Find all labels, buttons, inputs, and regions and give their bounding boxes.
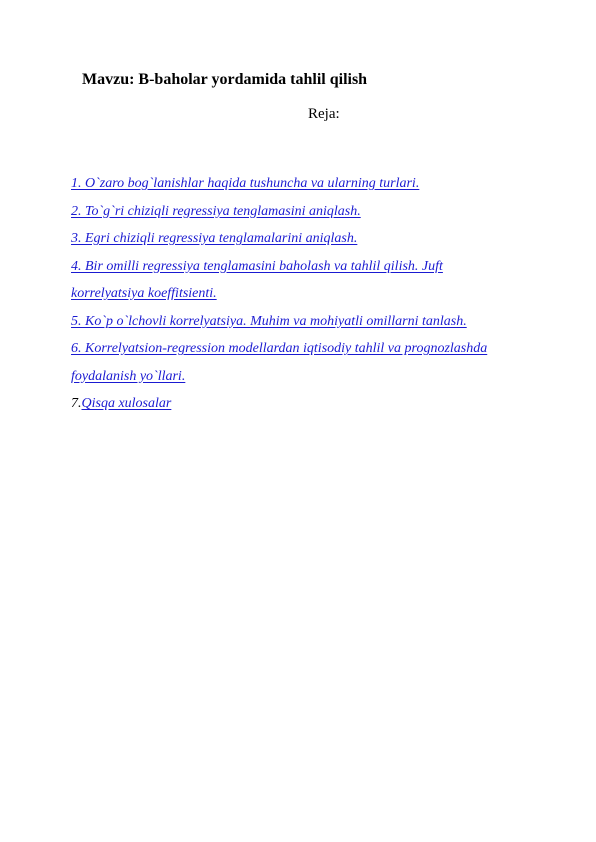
toc-item-5 [71,308,571,336]
toc-link-7[interactable]: Qisqa xulosalar [81,396,172,411]
toc-link-4-continued[interactable]: korrelyatsiya koeffitsienti. [71,286,217,301]
toc-item-4-continued [71,280,571,308]
toc-link-6[interactable]: 6. Korrelyatsion-regression modellardan iqtisodiy tahlil va prognozlashda [71,341,488,356]
toc-item-1 [71,170,571,198]
toc-item-7 [71,390,571,418]
toc-item-3 [71,225,571,253]
toc-item-4 [71,253,571,281]
toc-item-6-continued [71,363,571,391]
toc-item-2 [71,198,571,226]
toc-link-5[interactable]: 5. Ko`p o`lchovli korrelyatsiya. Muhim va mohiyatli omillarni tanlash. [71,313,467,329]
plan-heading: Reja: [308,106,340,122]
toc-link-6-continued[interactable]: foydalanish yo`llari. [71,368,186,384]
toc-item-7-number: 7. [71,396,82,411]
toc-item-6 [71,335,571,363]
table-of-contents [71,170,571,418]
toc-link-3[interactable]: 3. Egri chiziqli regressiya tenglamalarini aniqlash. [71,231,358,246]
document-title: Mavzu: B-baholar yordamida tahlil qilish [82,71,368,88]
toc-link-2[interactable]: 2. To`g`ri chiziqli regressiya tenglamasini aniqlash. [71,203,361,219]
toc-link-4[interactable]: 4. Bir omilli regressiya tenglamasini baholash va tahlil qilish. Juft [71,258,443,274]
toc-link-1[interactable]: 1. O`zaro bog`lanishlar haqida tushuncha va ularning turlari. [71,176,420,191]
